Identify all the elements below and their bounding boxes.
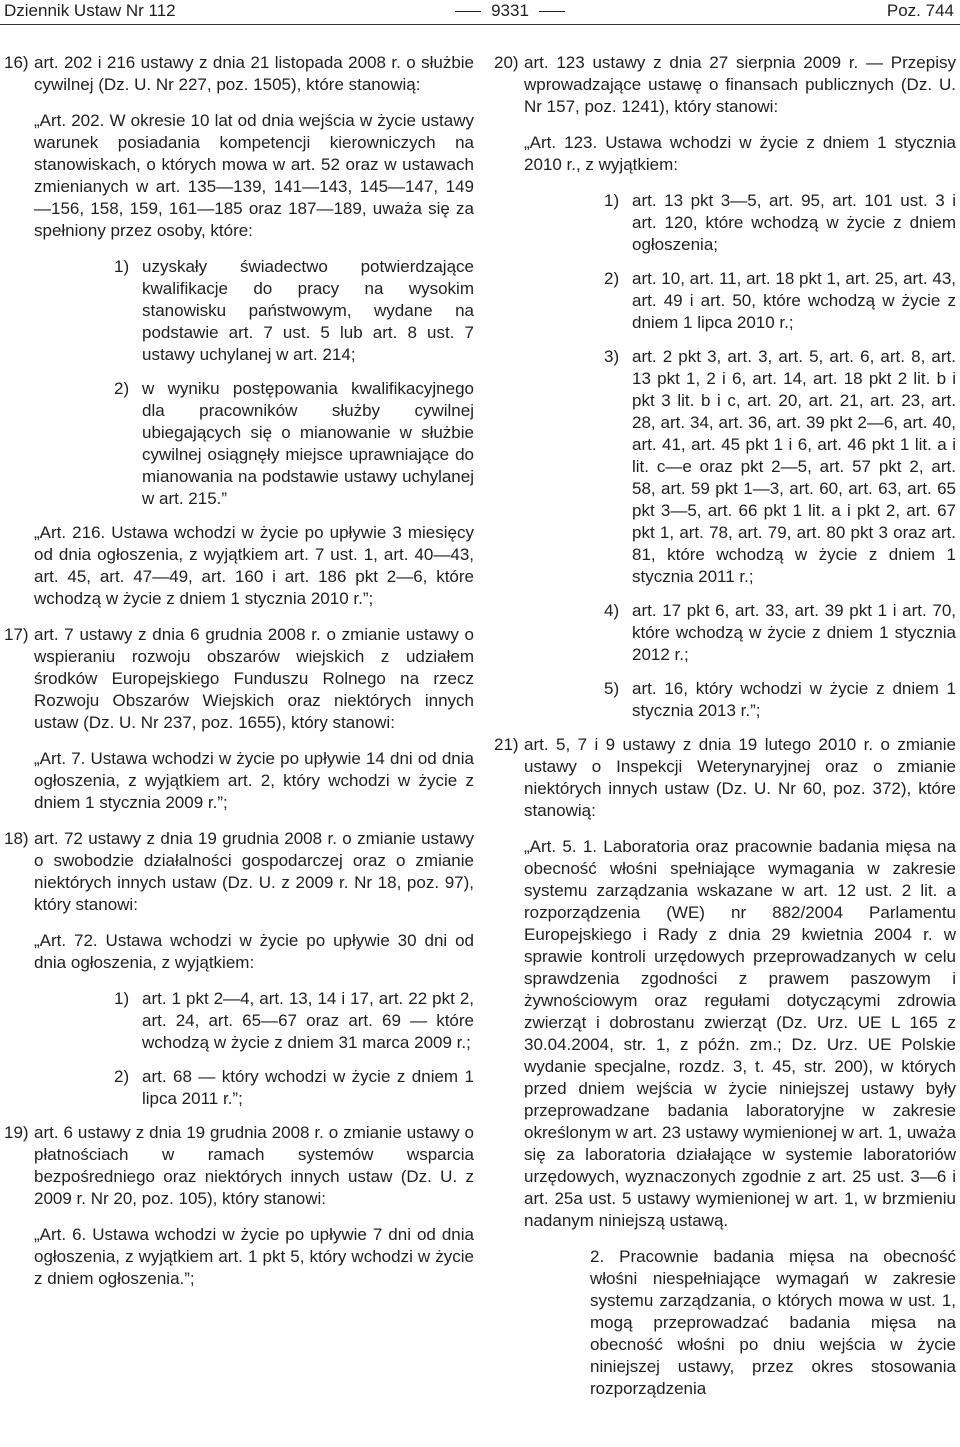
position-ref: Poz. 744: [886, 1, 954, 20]
item-text: art. 7 ustawy z dnia 6 grudnia 2008 r. o zmianie ustawy o wspieraniu rozwoju obszarów wiejskich z udziałem środków Europejskiego Funduszu Rolnego na rzecz Rozwoju Obszarów Wiejskich oraz niektórych innych ustaw (Dz. U. Nr 237, poz. 1655), który stanowi:: [34, 625, 474, 732]
quoted-article-202: „Art. 202. W okresie 10 lat od dnia wejścia w życie ustawy warunek posiadania kompetencji kierowniczych na stanowiskach, o których mowa w art. 52 oraz w ustawach zmienianych w art. 135—139, 141—143, 145—147, 149—156, 158, 159, 161—185 oraz 187—189, uważa się za spełniony przez osoby, które:: [34, 111, 474, 240]
item-number: 19): [4, 1123, 29, 1142]
page-number: [430, 0, 590, 22]
quoted-article-5-para-1: „Art. 5. 1. Laboratoria oraz pracownie badania mięsa na obecność włośni spełniające wymagania w zakresie systemu zarządzania wskazane w art. 12 ust. 2 lit. a rozporządzenia (WE) nr 882/2004 Parlamentu Europejskiego i Rady z dnia 29 kwietnia 2004 r. w sprawie kontroli urzędowych przeprowadzanych w celu sprawdzenia zgodności z prawem paszowym i żywnościowym oraz regułami dotyczącymi zdrowia zwierząt i dobrostanu zwierząt (Dz. Urz. UE L 165 z 30.04.2004, str. 1, z późn. zm.; Dz. Urz. UE Polskie wydanie specjalne, rozdz. 3, t. 45, str. 200), w których przed dniem wejścia w życie niniejszej ustawy były przeprowadzane badania laboratoryjne w zakresie określonym w art. 23 ustawy wymienionej w art. 1, uważa się za laboratoria działające w systemie laboratoriów urzędowych, wyznaczonych zgodnie z art. 25 ust. 3—6 i art. 25a ust. 5 ustawy wymienionej w art. 1, w brzmieniu nadanym niniejszą ustawą.: [524, 837, 956, 1230]
sub-point: [604, 600, 956, 666]
list-item-21: [494, 734, 956, 822]
item-number: 17): [4, 625, 29, 644]
list-item-18: [4, 828, 474, 916]
list-item-17: [4, 624, 474, 734]
sub-point: [114, 1066, 474, 1110]
dash-left: [455, 11, 481, 12]
sub-text: art. 13 pkt 3—5, art. 95, art. 101 ust. 3 i art. 120, które wchodzą w życie z dniem ogłoszenia;: [632, 191, 956, 254]
sub-number: 5): [604, 679, 620, 698]
sub-point: [114, 378, 474, 510]
quoted-article-72: „Art. 72. Ustawa wchodzi w życie po upływie 30 dni od dnia ogłoszenia, z wyjątkiem:: [34, 931, 474, 972]
sub-text: art. 2 pkt 3, art. 3, art. 5, art. 6, art. 8, art. 13 pkt 1, 2 i 6, art. 14, art. 18 pkt 2 lit. b i pkt 3 lit. b i c, art. 20, art. 21, art. 23, art. 28, art. 34, art. 36, art. 39 pkt 2—6, art. 40, art. 41, art. 45 pkt 1 i 6, art. 46 pkt 1 lit. a i lit. c—e oraz pkt 2—5, art. 57 pkt 2, art. 58, art. 59 pkt 1—3, art. 60, art. 63, art. 65 pkt 3—5, art. 66 pkt 1 lit. a i pkt 2, art. 67 pkt 1, art. 78, art. 79, art. 80 pkt 3 oraz art. 81, które wchodzą w życie z dniem 1 stycznia 2011 r.;: [632, 347, 956, 586]
quoted-article-6: „Art. 6. Ustawa wchodzi w życie po upływie 7 dni od dnia ogłoszenia, z wyjątkiem art. 1 pkt 5, który wchodzi w życie z dniem ogłoszenia.”;: [34, 1225, 474, 1288]
sub-point: [604, 346, 956, 588]
list-item-16: [4, 52, 474, 96]
sub-text: art. 17 pkt 6, art. 33, art. 39 pkt 1 i art. 70, które wchodzą w życie z dniem 1 stycznia 2012 r.;: [632, 601, 956, 664]
sub-number: 2): [114, 379, 130, 398]
sub-number: 1): [114, 257, 130, 276]
item-text: art. 72 ustawy z dnia 19 grudnia 2008 r. o zmianie ustawy o swobodzie działalności gospodarczej oraz o zmianie niektórych innych ustaw (Dz. U. z 2009 r. Nr 18, poz. 97), który stanowi:: [34, 829, 474, 914]
quoted-article-123: „Art. 123. Ustawa wchodzi w życie z dniem 1 stycznia 2010 r., z wyjątkiem:: [524, 133, 956, 174]
item-number: 20): [494, 53, 519, 72]
journal-title: Dziennik Ustaw Nr 112: [4, 1, 176, 20]
item-text: art. 5, 7 i 9 ustawy z dnia 19 lutego 2010 r. o zmianie ustawy o Inspekcji Weterynaryjnej oraz o zmianie niektórych innych ustaw (Dz. U. Nr 60, poz. 372), które stanowią:: [524, 735, 956, 820]
right-column: [494, 52, 956, 1414]
sub-number: 2): [114, 1067, 130, 1086]
sub-text: art. 16, który wchodzi w życie z dniem 1 stycznia 2013 r.”;: [632, 679, 956, 720]
sub-number: 2): [604, 269, 620, 288]
dash-right: [539, 11, 565, 12]
sub-text: art. 1 pkt 2—4, art. 13, 14 i 17, art. 22 pkt 2, art. 24, art. 65—67 oraz art. 69 — które wchodzą w życie z dniem 31 marca 2009 r.;: [142, 989, 474, 1052]
sub-point: [604, 678, 956, 722]
item-number: 16): [4, 53, 29, 72]
sub-point: [114, 256, 474, 366]
sub-point: [604, 190, 956, 256]
quoted-article-7: „Art. 7. Ustawa wchodzi w życie po upływie 14 dni od dnia ogłoszenia, z wyjątkiem art. 2, który wchodzi w życie z dniem 1 stycznia 2009 r.”;: [34, 749, 474, 812]
quoted-article-5-para-2: 2. Pracownie badania mięsa na obecność włośni niespełniające wymagań w zakresie systemu zarządzania, o których mowa w ust. 1, mogą przeprowadzać badania mięsa na obecność włośni po dniu wejścia w życie niniejszej ustawy, przez okres stosowania rozporządzenia: [590, 1247, 956, 1398]
item-text: art. 6 ustawy z dnia 19 grudnia 2008 r. o zmianie ustawy o płatnościach w ramach systemów wsparcia bezpośredniego oraz niektórych innych ustaw (Dz. U. z 2009 r. Nr 20, poz. 105), który stanowi:: [34, 1123, 474, 1208]
sub-number: 1): [604, 191, 620, 210]
item-text: art. 123 ustawy z dnia 27 sierpnia 2009 r. — Przepisy wprowadzające ustawę o finansach publicznych (Dz. U. Nr 157, poz. 1241), który stanowi:: [524, 53, 956, 116]
list-item-19: [4, 1122, 474, 1210]
item-number: 21): [494, 735, 519, 754]
page-number-value: 9331: [491, 1, 529, 20]
sub-point: [114, 988, 474, 1054]
sub-number: 4): [604, 601, 620, 620]
page-header: [0, 0, 960, 25]
sub-number: 1): [114, 989, 130, 1008]
sub-text: w wyniku postępowania kwalifikacyjnego dla pracowników służby cywilnej ubiegających się o mianowanie w służbie cywilnej osiągnęły miejsce uprawniające do mianowania na podstawie ustawy uchylanej w art. 215.”: [142, 379, 474, 508]
item-number: 18): [4, 829, 29, 848]
quoted-article-216: „Art. 216. Ustawa wchodzi w życie po upływie 3 miesięcy od dnia ogłoszenia, z wyjątkiem art. 7 ust. 1, art. 40—43, art. 45, art. 47—49, art. 160 i art. 186 pkt 2—6, które wchodzą w życie z dniem 1 stycznia 2010 r.”;: [34, 523, 474, 608]
sub-text: art. 68 — który wchodzi w życie z dniem 1 lipca 2011 r.”;: [142, 1067, 474, 1108]
sub-text: art. 10, art. 11, art. 18 pkt 1, art. 25, art. 43, art. 49 i art. 50, które wchodzą w życie z dniem 1 lipca 2010 r.;: [632, 269, 956, 332]
item-text: art. 202 i 216 ustawy z dnia 21 listopada 2008 r. o służbie cywilnej (Dz. U. Nr 227, poz. 1505), które stanowią:: [34, 53, 474, 94]
sub-point: [604, 268, 956, 334]
left-column: [4, 52, 474, 1304]
list-item-20: [494, 52, 956, 118]
sub-text: uzyskały świadectwo potwierdzające kwalifikacje do pracy na wysokim stanowisku państwowym, wydane na podstawie art. 7 ust. 5 lub art. 8 ust. 7 ustawy uchylanej w art. 214;: [142, 257, 474, 364]
sub-number: 3): [604, 347, 620, 366]
